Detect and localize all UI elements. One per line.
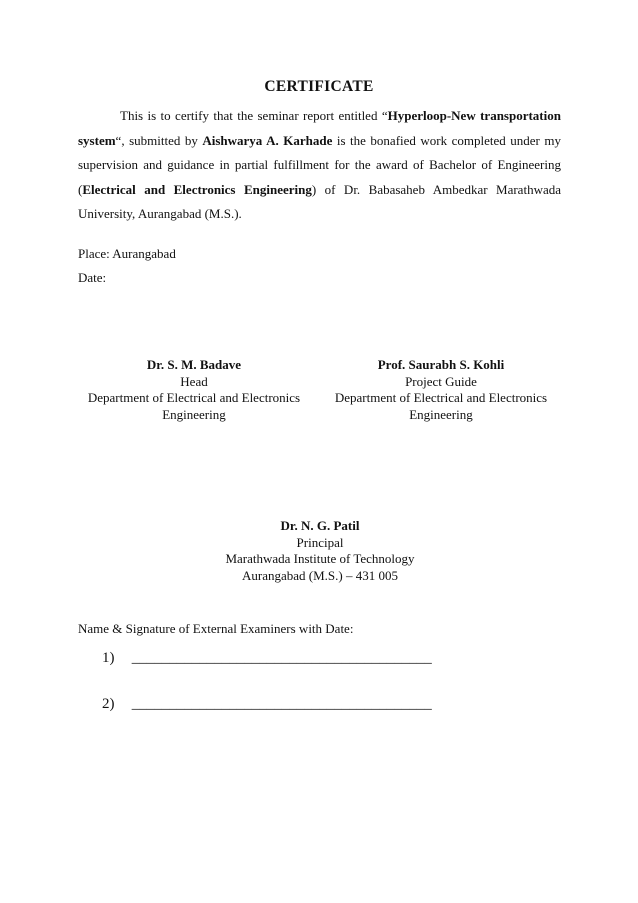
examiner-line-2: [102, 696, 432, 713]
report-title: Hyperloop-New transportation system: [78, 108, 561, 148]
place-line: Place: Aurangabad: [78, 246, 176, 261]
body-text-2: “, submitted by: [115, 132, 203, 148]
body-text-1: This is to certify that the seminar report entitled “: [120, 108, 388, 123]
hod-signature-block: [78, 357, 310, 423]
guide-signature-block: [330, 357, 552, 423]
principal-institute: Marathwada Institute of Technology: [225, 551, 415, 566]
date-line: Date:: [78, 270, 107, 285]
examiner-number: 1): [102, 650, 115, 666]
signature-blank: ________________________________________: [131, 696, 432, 712]
guide-department: Department of Electrical and Electronics: [334, 390, 548, 405]
guide-department-cont: Engineering: [409, 406, 473, 422]
page-title: CERTIFICATE: [264, 78, 374, 95]
body-text-3: is the bonafied work completed under my supervision and guidance in partial fulfillment for the award of Bachelor of Engineering (: [78, 132, 562, 197]
hod-department-cont: Engineering: [162, 406, 226, 422]
examiner-number: 2): [102, 696, 115, 712]
principal-role: Principal: [296, 534, 344, 550]
hod-role: Head: [180, 373, 208, 389]
student-name: Aishwarya A. Karhade: [202, 132, 333, 148]
examiner-line-1: [102, 650, 432, 667]
hod-department: Department of Electrical and Electronics: [87, 390, 301, 405]
branch-name: Electrical and Electronics Engineering: [82, 181, 312, 197]
certificate-body: [78, 104, 561, 227]
examiners-heading: Name & Signature of External Examiners with Date:: [78, 621, 354, 636]
body-text-4: ) of Dr. Babasaheb Ambedkar Marathwada University, Aurangabad (M.S.).: [78, 181, 561, 221]
signature-blank: ________________________________________: [131, 650, 432, 666]
guide-name: Prof. Saurabh S. Kohli: [377, 357, 505, 372]
hod-name: Dr. S. M. Badave: [146, 357, 242, 372]
principal-name: Dr. N. G. Patil: [280, 518, 360, 533]
principal-signature-block: [180, 518, 460, 584]
guide-role: Project Guide: [405, 373, 477, 389]
principal-address: Aurangabad (M.S.) – 431 005: [242, 567, 398, 583]
